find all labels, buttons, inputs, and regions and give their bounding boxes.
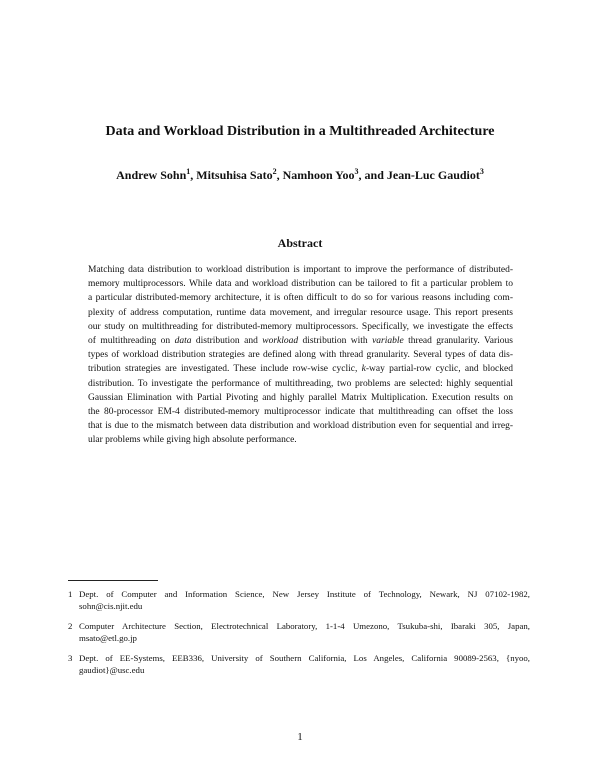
abstract-text: distribution with [298, 336, 373, 347]
footnote [68, 620, 530, 644]
footnote-number: 1 [68, 589, 73, 599]
footnote [68, 652, 530, 676]
footnotes [68, 588, 530, 684]
footnote-text: Dept. of EE-Systems, EEB336, University of Southern California, Los Angeles, California 90089-2563, {nyoo, [79, 653, 530, 663]
author-name: Jean-Luc Gaudiot [386, 168, 480, 182]
abstract-line [88, 377, 513, 391]
abstract-line [88, 433, 513, 447]
abstract-text: distribution. To investigate the performance of multithreading, two problems are selected: highly sequential [88, 378, 513, 389]
abstract-text: tribution strategies are investigated. These include row-wise cyclic, [88, 364, 362, 375]
abstract-line [88, 419, 513, 433]
abstract-emphasis: workload [262, 336, 299, 347]
footnote-text: gaudiot}@usc.edu [79, 665, 145, 675]
abstract-text: types of workload distribution strategies are defined along with thread granularity. Several types of data dis- [88, 350, 513, 361]
abstract-text: -way partial-row cyclic, and blocked [365, 364, 513, 375]
abstract-text: thread granularity. Various [403, 336, 513, 347]
abstract-line [88, 306, 513, 320]
author-affiliation-mark: 3 [479, 167, 484, 176]
author-name: Andrew Sohn [116, 168, 187, 182]
abstract-emphasis: variable [372, 336, 404, 347]
abstract-line [88, 277, 513, 291]
footnote-number: 2 [68, 621, 73, 631]
footnote-divider [68, 580, 158, 581]
abstract-line [88, 348, 513, 362]
abstract-text: plexity of address computation, runtime data movement, and irregular resource usage. This report presents [88, 307, 513, 318]
abstract-text: the 80-processor EM-4 distributed-memory multiprocessor indicate that multithreading can offset the loss [88, 407, 513, 418]
footnote-text: Dept. of Computer and Information Science, New Jersey Institute of Technology, Newark, NJ 07102-1982, [79, 589, 530, 599]
author-list [40, 168, 560, 183]
abstract-text: of multithreading on [88, 336, 175, 347]
abstract-emphasis: k [361, 364, 366, 375]
footnote-text: Computer Architecture Section, Electrotechnical Laboratory, 1-1-4 Umezono, Tsukuba-shi, Ibaraki 305, Japan, [79, 621, 530, 631]
abstract-text: memory multiprocessors. While data and workload distribution can be tailored to fit a particular problem to [88, 279, 513, 290]
author-affiliation-mark: 3 [354, 167, 359, 176]
abstract-line [88, 320, 513, 334]
author-separator: , and [358, 168, 387, 182]
footnote-text: msato@etl.go.jp [79, 633, 137, 643]
author-separator: , [276, 168, 283, 182]
abstract-text: distribution and [191, 336, 263, 347]
abstract-line [88, 263, 513, 277]
abstract-text: that is due to the mismatch between data distribution and workload distribution even for sequential and irreg- [88, 421, 513, 432]
abstract-line [88, 391, 513, 405]
footnote-text: sohn@cis.njit.edu [79, 601, 143, 611]
abstract-text: a particular distributed-memory architecture, it is often difficult to do so for various reasons including com- [88, 293, 513, 304]
abstract-line [88, 334, 513, 348]
abstract-line [88, 291, 513, 305]
footnote [68, 588, 530, 612]
abstract-text: our study on multithreading for distributed-memory multiprocessors. Specifically, we investigate the effects [88, 321, 513, 332]
abstract-body [88, 263, 513, 448]
author-name: Namhoon Yoo [282, 168, 355, 182]
footnote-number: 3 [68, 653, 73, 663]
abstract-text: ular problems while giving high absolute performance. [88, 435, 297, 446]
author-affiliation-mark: 1 [186, 167, 191, 176]
author-name: Mitsuhisa Sato [196, 168, 273, 182]
author-separator: , [190, 168, 197, 182]
abstract-emphasis: data [174, 336, 192, 347]
abstract-text: Matching data distribution to workload distribution is important to improve the performance of distributed- [88, 265, 513, 275]
abstract-line [88, 362, 513, 376]
abstract-line [88, 405, 513, 419]
page-number: 1 [297, 731, 303, 743]
abstract-heading: Abstract [277, 236, 323, 250]
paper-title: Data and Workload Distribution in a Multithreaded Architecture [105, 124, 495, 139]
author-affiliation-mark: 2 [272, 167, 277, 176]
abstract-text: Gaussian Elimination with Partial Pivoting and highly parallel Matrix Multiplication. Execution results on [88, 392, 513, 403]
